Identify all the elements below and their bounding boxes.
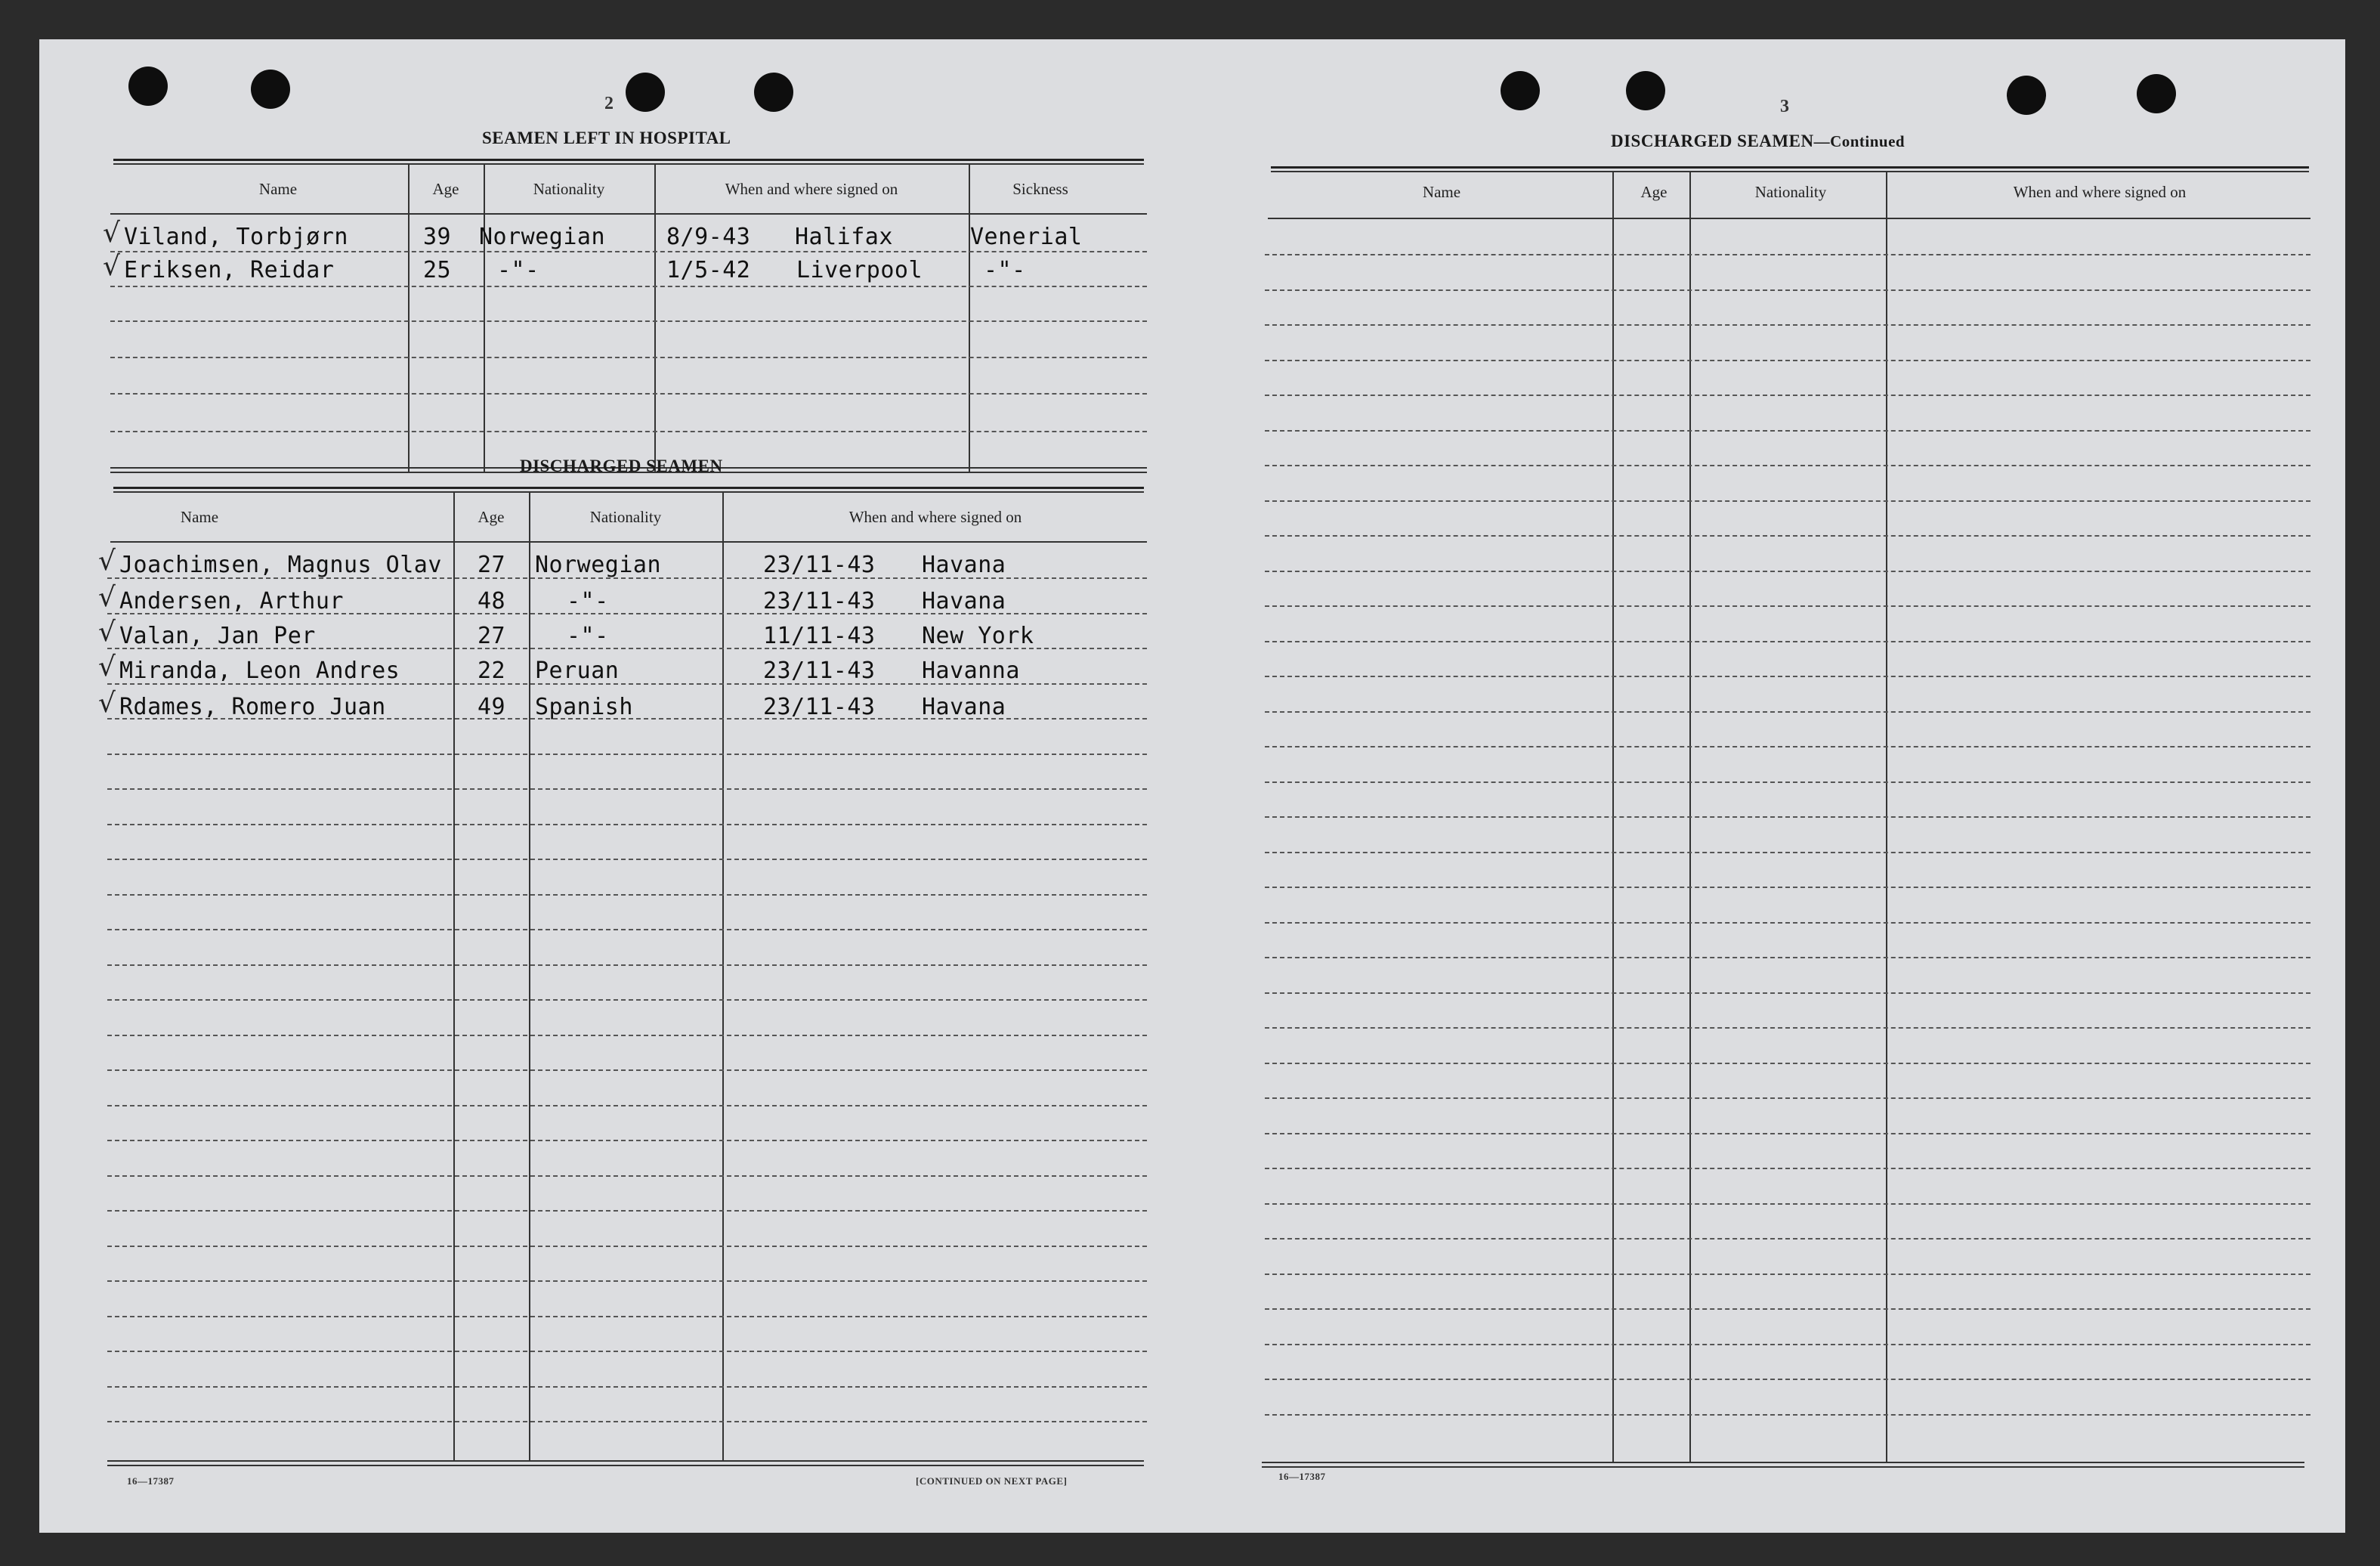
discharged-row-line — [107, 1035, 1147, 1036]
check-mark: √ — [103, 251, 120, 282]
right-row-line — [1265, 676, 2310, 677]
discharged-row-name: Rdames, Romero Juan — [119, 694, 386, 720]
right-row-line — [1265, 887, 2310, 888]
discharged-row-place: Havana — [922, 694, 1006, 720]
right-row-line — [1265, 324, 2310, 326]
hospital-row-sickness: Venerial — [970, 224, 1083, 250]
hospital-top-rule — [113, 159, 1144, 161]
right-row-line — [1265, 1379, 2310, 1380]
discharged-row-name: Miranda, Leon Andres — [119, 658, 400, 684]
left-footer-code: 16—17387 — [127, 1475, 175, 1487]
right-section-title-suffix: —Continued — [1813, 132, 1906, 150]
discharged-bottom-rule — [107, 1460, 1144, 1462]
right-row-line — [1265, 500, 2310, 502]
right-section-title — [1611, 132, 1905, 151]
discharged-row-line — [107, 1069, 1147, 1071]
discharged-row-nationality: -"- — [567, 588, 609, 614]
discharged-row-nationality: Spanish — [535, 694, 633, 720]
check-mark: √ — [98, 617, 116, 648]
right-row-line — [1265, 781, 2310, 783]
right-row-line — [1265, 1097, 2310, 1099]
right-row-line — [1265, 1344, 2310, 1345]
check-mark: √ — [98, 688, 116, 719]
discharged-row-age: 27 — [478, 552, 506, 578]
discharged-row-age: 49 — [478, 694, 506, 720]
hospital-row-name: Eriksen, Reidar — [124, 257, 335, 283]
hospital-row-age: 25 — [423, 257, 452, 283]
hospital-row-sickness: -"- — [984, 257, 1026, 283]
punch-hole — [1626, 71, 1665, 110]
punch-hole — [626, 73, 665, 112]
check-mark: √ — [98, 651, 116, 682]
right-row-line — [1265, 1168, 2310, 1169]
hospital-row-place: Halifax — [795, 224, 893, 250]
discharged-row-place: Havanna — [922, 658, 1020, 684]
hospital-header-rule — [110, 213, 1147, 215]
discharged-row-line — [107, 894, 1147, 896]
right-row-line — [1265, 535, 2310, 537]
discharged-row-date: 23/11-43 — [763, 658, 876, 684]
right-row-line — [1265, 360, 2310, 361]
right-row-line — [1265, 605, 2310, 607]
hospital-row-date: 1/5-42 — [666, 257, 751, 283]
discharged-row-line — [107, 824, 1147, 825]
right-header-nationality: Nationality — [1754, 183, 1827, 201]
right-row-line — [1265, 816, 2310, 818]
right-row-line — [1265, 711, 2310, 713]
right-row-line — [1265, 430, 2310, 432]
punch-hole — [251, 70, 290, 109]
discharged-row-date: 11/11-43 — [763, 623, 876, 649]
discharged-row-place: Havana — [922, 552, 1006, 578]
discharged-row-name: Joachimsen, Magnus Olav — [119, 552, 442, 578]
discharged-row-place: Havana — [922, 588, 1006, 614]
hospital-col-divider — [969, 163, 970, 472]
hospital-row-nationality: -"- — [497, 257, 539, 283]
hospital-col-divider — [654, 163, 656, 472]
right-row-line — [1265, 1027, 2310, 1029]
hospital-row-line — [110, 357, 1147, 358]
hospital-section-title: SEAMEN LEFT IN HOSPITAL — [482, 128, 731, 147]
discharged-row-line — [107, 964, 1147, 966]
punch-hole — [1501, 71, 1540, 110]
discharged-top-rule-2 — [113, 491, 1144, 493]
discharged-row-date: 23/11-43 — [763, 694, 876, 720]
discharged-row-line — [107, 754, 1147, 755]
discharged-row-line — [107, 1316, 1147, 1317]
discharged-row-line — [107, 1280, 1147, 1282]
punch-hole — [2137, 74, 2176, 113]
right-row-line — [1265, 1308, 2310, 1310]
right-header-name: Name — [1422, 183, 1461, 201]
discharged-row-date: 23/11-43 — [763, 588, 876, 614]
right-row-line — [1265, 992, 2310, 994]
right-row-line — [1265, 746, 2310, 747]
right-footer-code: 16—17387 — [1278, 1471, 1326, 1482]
right-top-rule — [1271, 166, 2309, 169]
discharged-header-nationality: Nationality — [589, 508, 662, 526]
discharged-row-line — [107, 1210, 1147, 1212]
hospital-row-date: 8/9-43 — [666, 224, 751, 250]
discharged-header-rule — [110, 541, 1147, 543]
discharged-row-name: Valan, Jan Per — [119, 623, 316, 649]
discharged-row-line — [107, 1386, 1147, 1388]
punch-hole — [2007, 76, 2046, 115]
hospital-col-divider — [408, 163, 410, 472]
discharged-row-line — [107, 1351, 1147, 1352]
discharged-section-title: DISCHARGED SEAMEN — [520, 456, 723, 475]
discharged-row-line — [107, 999, 1147, 1001]
discharged-row-nationality: Peruan — [535, 658, 620, 684]
discharged-row-line — [107, 859, 1147, 860]
hospital-row-place: Liverpool — [796, 257, 923, 283]
right-row-line — [1265, 289, 2310, 291]
right-section-title-main: DISCHARGED SEAMEN — [1611, 132, 1814, 150]
discharged-row-line — [107, 1140, 1147, 1141]
right-row-line — [1265, 1063, 2310, 1064]
discharged-header-signed: When and where signed on — [848, 508, 1022, 526]
right-row-line — [1265, 254, 2310, 255]
hospital-header-sickness: Sickness — [1012, 180, 1068, 198]
discharged-row-age: 48 — [478, 588, 506, 614]
right-page-number: 3 — [1780, 97, 1789, 116]
check-mark: √ — [103, 218, 120, 249]
hospital-row-line — [110, 431, 1147, 432]
document-sheet — [39, 39, 2345, 1533]
discharged-row-name: Andersen, Arthur — [119, 588, 344, 614]
right-row-line — [1265, 641, 2310, 642]
right-row-line — [1265, 395, 2310, 396]
discharged-bottom-rule-2 — [107, 1465, 1144, 1466]
discharged-row-line — [107, 1175, 1147, 1177]
check-mark: √ — [98, 582, 116, 613]
discharged-header-age: Age — [478, 508, 505, 526]
left-page-number: 2 — [604, 94, 614, 113]
check-mark: √ — [98, 546, 116, 577]
right-row-line — [1265, 1414, 2310, 1416]
right-row-line — [1265, 1238, 2310, 1239]
discharged-row-nationality: -"- — [567, 623, 609, 649]
hospital-row-name: Viland, Torbjørn — [124, 224, 348, 250]
punch-hole — [754, 73, 793, 112]
hospital-row-line — [110, 320, 1147, 322]
right-row-line — [1265, 1133, 2310, 1134]
hospital-row-line — [110, 393, 1147, 395]
punch-hole — [128, 67, 168, 106]
hospital-header-name: Name — [258, 180, 298, 198]
right-row-line — [1265, 1274, 2310, 1275]
discharged-row-age: 22 — [478, 658, 506, 684]
discharged-row-line — [107, 929, 1147, 930]
hospital-top-rule-2 — [113, 163, 1144, 165]
discharged-row-age: 27 — [478, 623, 506, 649]
discharged-row-place: New York — [922, 623, 1034, 649]
hospital-row-line — [110, 286, 1147, 287]
right-header-signed: When and where signed on — [2013, 183, 2187, 201]
discharged-row-line — [107, 1105, 1147, 1106]
hospital-row-age: 39 — [423, 224, 452, 250]
right-row-line — [1265, 957, 2310, 958]
hospital-header-nationality: Nationality — [533, 180, 605, 198]
hospital-header-signed: When and where signed on — [725, 180, 898, 198]
right-header-rule — [1268, 218, 2310, 219]
right-top-rule-2 — [1271, 171, 2309, 172]
discharged-row-nationality: Norwegian — [535, 552, 662, 578]
right-row-line — [1265, 852, 2310, 853]
right-header-age: Age — [1640, 183, 1668, 201]
right-row-line — [1265, 1203, 2310, 1205]
hospital-col-divider — [484, 163, 485, 472]
left-footer-note: [CONTINUED ON NEXT PAGE] — [916, 1475, 1068, 1487]
hospital-row-line — [110, 251, 1147, 252]
right-bottom-rule-2 — [1262, 1466, 2304, 1468]
discharged-row-line — [107, 1421, 1147, 1422]
discharged-header-name: Name — [180, 508, 219, 526]
hospital-row-nationality: Norwegian — [479, 224, 606, 250]
right-row-line — [1265, 922, 2310, 924]
discharged-row-line — [107, 1246, 1147, 1247]
hospital-header-age: Age — [432, 180, 459, 198]
discharged-row-line — [107, 788, 1147, 790]
right-row-line — [1265, 571, 2310, 572]
right-row-line — [1265, 465, 2310, 466]
right-bottom-rule — [1262, 1462, 2304, 1463]
discharged-top-rule — [113, 487, 1144, 489]
discharged-row-date: 23/11-43 — [763, 552, 876, 578]
